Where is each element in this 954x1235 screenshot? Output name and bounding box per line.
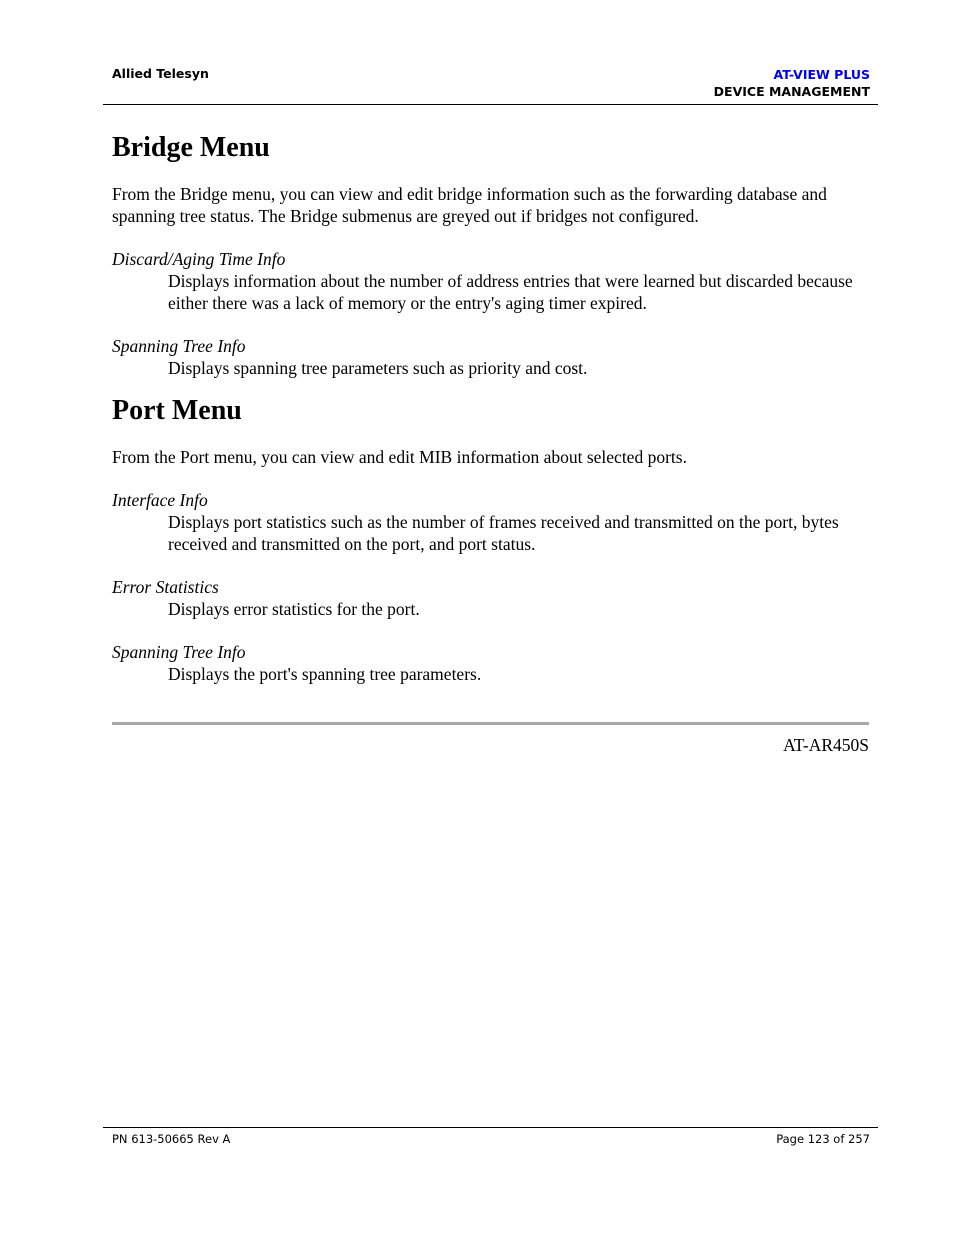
content-end-rule [112, 722, 869, 725]
port-menu-heading: Port Menu [112, 395, 242, 426]
term-bridge-spanning-tree: Spanning Tree Info [112, 336, 246, 356]
bridge-intro: From the Bridge menu, you can view and edit bridge information such as the forwarding database and spanning tree status. The Bridge submenus are greyed out if bridges not configured. [112, 184, 827, 226]
page-content [112, 128, 872, 685]
model-label: AT-AR450S [783, 735, 869, 755]
desc-interface-info: Displays port statistics such as the number of frames received and transmitted on the port, bytes received and transmitted on the port, and port status. [168, 512, 839, 554]
desc-discard-aging: Displays information about the number of address entries that were learned but discarded because either there was a lack of memory or the entry's aging timer expired. [168, 271, 853, 313]
desc-bridge-spanning-tree: Displays spanning tree parameters such as priority and cost. [168, 358, 588, 378]
port-intro: From the Port menu, you can view and edit MIB information about selected ports. [112, 447, 687, 467]
term-port-spanning-tree: Spanning Tree Info [112, 642, 246, 662]
header-right [714, 66, 870, 100]
term-interface-info: Interface Info [112, 490, 208, 510]
footer-part-number: PN 613-50665 Rev A [112, 1132, 231, 1146]
header-rule [103, 104, 878, 105]
footer-page-number: Page 123 of 257 [776, 1132, 870, 1146]
desc-port-spanning-tree: Displays the port's spanning tree parameters. [168, 664, 482, 684]
desc-error-statistics: Displays error statistics for the port. [168, 599, 420, 619]
term-discard-aging: Discard/Aging Time Info [112, 249, 286, 269]
bridge-menu-heading: Bridge Menu [112, 132, 270, 163]
term-error-statistics: Error Statistics [112, 577, 219, 597]
footer-rule [103, 1127, 878, 1128]
header-product: AT-VIEW PLUS [773, 67, 870, 82]
header-section: DEVICE MANAGEMENT [713, 84, 870, 99]
header-company: Allied Telesyn [112, 66, 209, 81]
